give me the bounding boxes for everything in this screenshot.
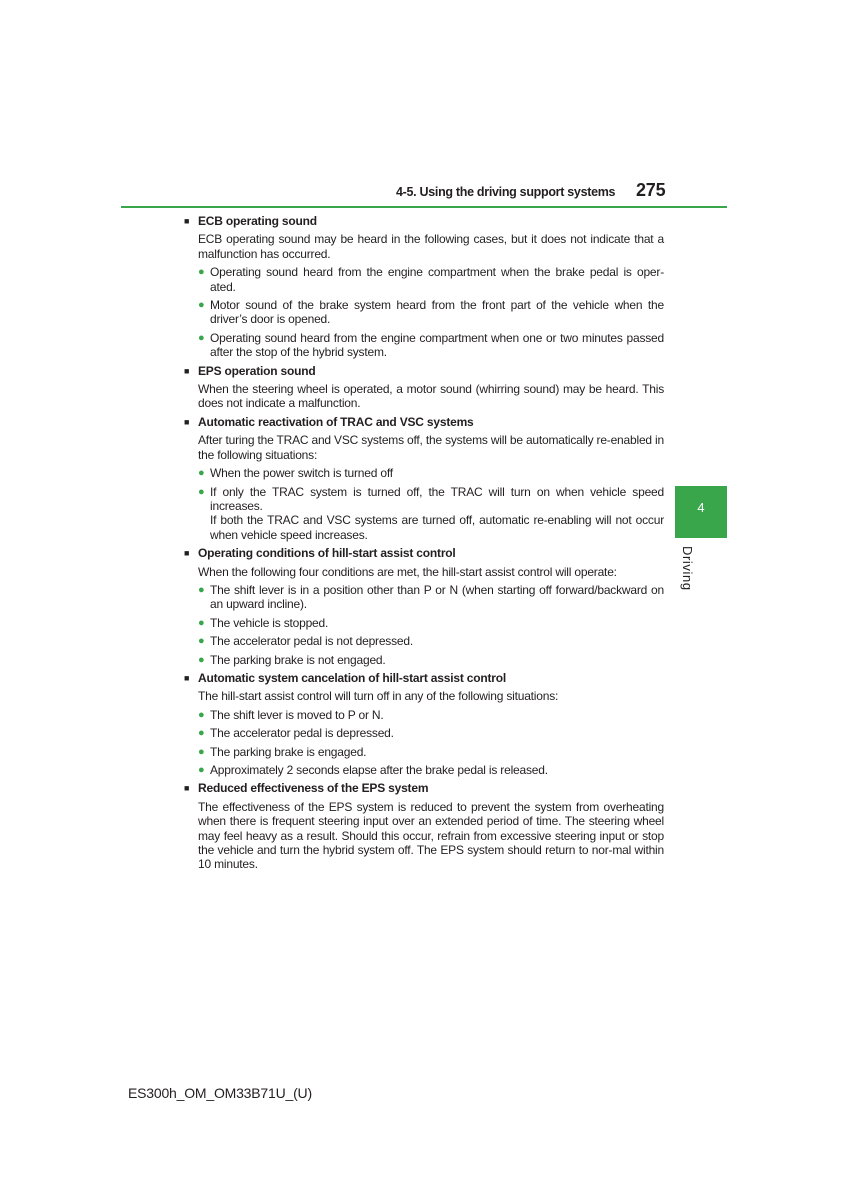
section-paragraph: ECB operating sound may be heard in the following cases, but it does not indicate that a malfunction has occurred. [198,232,664,261]
list-item-text: The shift lever is in a position other than P or N (when starting off forward/backward on an upward incline). [210,582,664,612]
section-paragraph: When the following four conditions are met, the hill-start assist control will operate: [198,564,617,579]
list-item-text: The accelerator pedal is not depressed. [210,634,413,649]
green-dot-icon: ● [198,727,205,740]
list-item-text: When the power switch is turned off [210,466,393,481]
list-item-text: The parking brake is engaged. [210,744,367,759]
section-heading-text: ECB operating sound [198,214,317,228]
green-dot-icon: ● [198,764,205,776]
list-item-text: Operating sound heard from the engine compartment when one or two minutes passed after the stop of the hybrid system. [210,330,664,360]
list-item [198,583,664,612]
list-item [198,485,664,543]
green-dot-icon: ● [198,745,205,758]
green-dot-icon: ● [198,467,205,480]
list-item [198,763,664,777]
page-number: 275 [636,180,666,200]
chapter-tab [675,486,727,538]
section-heading-text: Automatic reactivation of TRAC and VSC systems [198,414,474,429]
document-code: ES300h_OM_OM33B71U_(U) [128,1085,312,1101]
green-dot-icon: ● [198,266,205,279]
list-item [198,298,664,327]
list-item-text: The accelerator pedal is depressed. [210,726,394,741]
chapter-label: Driving [680,546,695,591]
section-heading-text: Automatic system cancelation of hill-start assist control [198,670,507,685]
green-dot-icon: ● [198,635,205,648]
section-paragraph: After turing the TRAC and VSC systems off, the systems will be automatically re-enabled in the following situations: [198,433,664,462]
chapter-number: 4 [697,500,705,515]
list-item-text [210,485,664,543]
section-heading [184,546,664,560]
list-item-text-main: If only the TRAC system is turned off, the TRAC will turn on when vehicle speed increases. [210,484,664,513]
list-item-text: The shift lever is moved to P or N. [210,707,384,722]
list-item-text: Motor sound of the brake system heard from the front part of the vehicle when the driver’s door is opened. [210,298,664,327]
list-item [198,634,664,648]
green-dot-icon: ● [198,708,205,721]
green-dot-icon: ● [198,583,205,596]
list-item [198,331,664,360]
green-dot-icon: ● [198,616,205,629]
section-paragraph: The hill-start assist control will turn off in any of the following situations: [198,689,559,704]
section-heading-text: EPS operation sound [198,363,316,378]
list-item [198,265,664,294]
green-dot-icon: ● [198,653,205,666]
section-heading [184,214,664,228]
square-bullet-icon: ■ [184,672,190,683]
header-divider [121,206,727,208]
section-paragraph: The effectiveness of the EPS system is reduced to prevent the system from overheating when there is frequent steering input over an extended period of time. The steering wheel may feel heavy as a result. Should this occur, refrain from excessive steering input or stop the vehicle and turn the hybrid system off. The EPS system should return to nor-mal within 10 minutes. [198,799,664,872]
square-bullet-icon: ■ [184,783,190,794]
square-bullet-icon: ■ [184,416,190,427]
list-item [198,616,664,630]
list-item-text: The vehicle is stopped. [210,615,329,630]
section-heading-text: Reduced effectiveness of the EPS system [198,781,429,796]
square-bullet-icon: ■ [184,548,190,559]
square-bullet-icon: ■ [184,365,190,376]
section-header-title: 4-5. Using the driving support systems [396,185,616,199]
section-heading [184,364,664,378]
green-dot-icon: ● [198,299,205,312]
green-dot-icon: ● [198,485,205,498]
list-item [198,708,664,722]
list-item [198,745,664,759]
square-bullet-icon: ■ [184,216,190,226]
section-heading [184,415,664,429]
list-item-text: Operating sound heard from the engine compartment when the brake pedal is oper-ated. [210,265,664,294]
list-item [198,653,664,667]
section-heading [184,671,664,685]
section-paragraph: When the steering wheel is operated, a motor sound (whirring sound) may be heard. This does not indicate a malfunction. [198,382,664,411]
list-item-text: The parking brake is not engaged. [210,652,386,667]
list-item-text: Approximately 2 seconds elapse after the brake pedal is released. [210,763,548,777]
section-heading-text: Operating conditions of hill-start assist control [198,546,456,561]
list-item [198,466,664,480]
list-item [198,726,664,740]
section-heading [184,781,664,795]
page-body [184,214,664,872]
green-dot-icon: ● [198,331,205,344]
list-item-continuation: If both the TRAC and VSC systems are turned off, automatic re-enabling will not occur when vehicle speed increases. [210,513,664,542]
